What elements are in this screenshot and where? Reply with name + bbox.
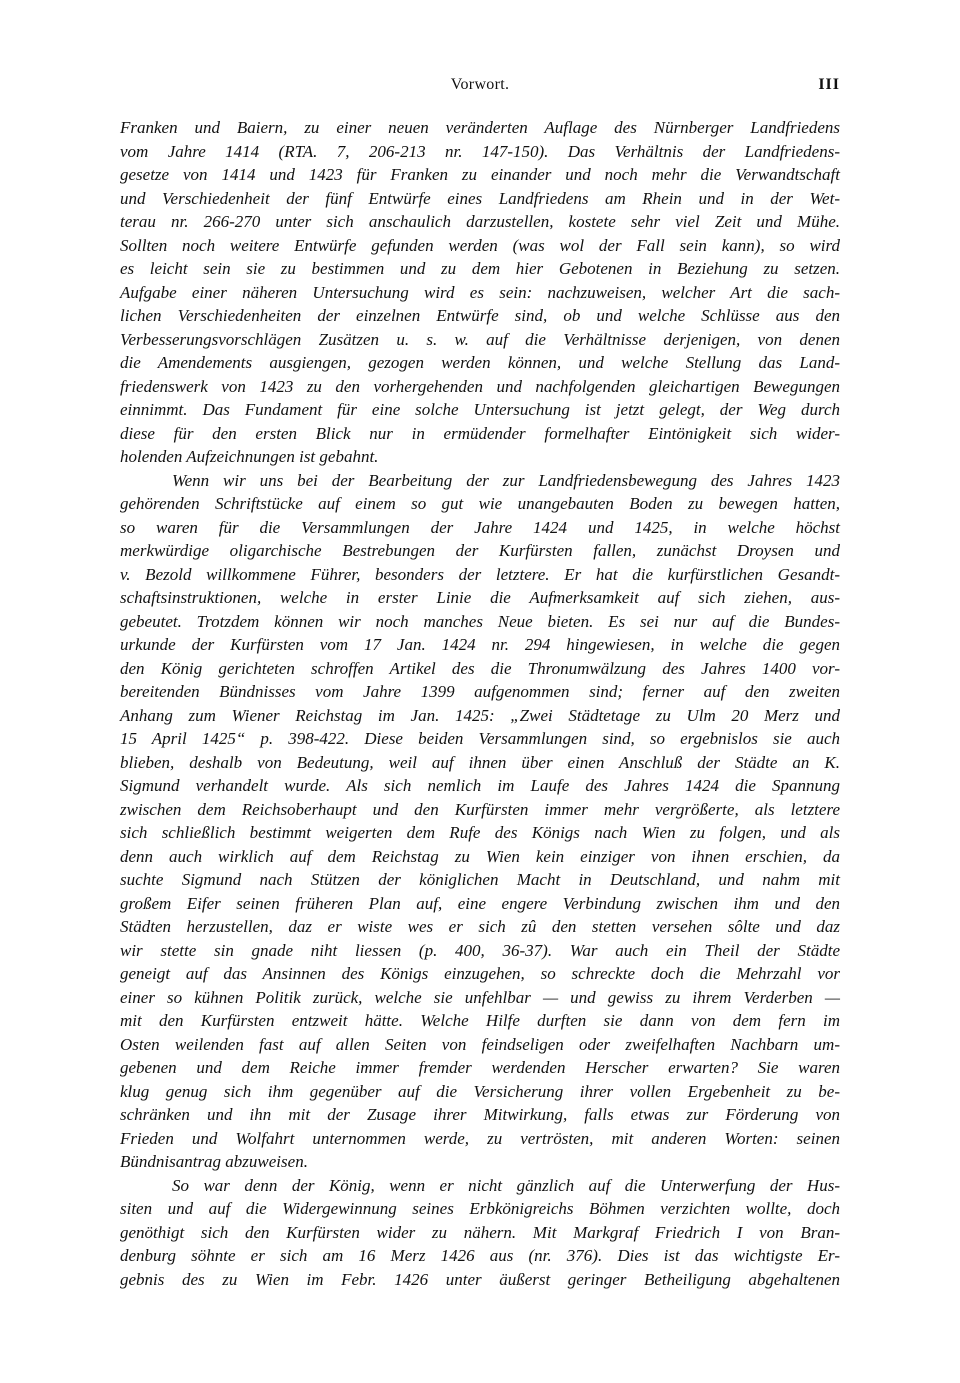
text-line: Osten weilenden fast auf allen Seiten von feindseligen oder zweifelhaften Nachbarn um- xyxy=(120,1034,840,1054)
page-number: III xyxy=(818,76,840,93)
text-line: merkwürdige oligarchische Bestrebungen der Kurfürsten fallen, zunächst Droysen und xyxy=(120,541,840,560)
text-line: urkunde der Kurfürsten vom 17 Jan. 1424 nr. 294 hingewiesen, in welche die gegen xyxy=(120,635,840,654)
text-line: v. Bezold willkommene Führer, besonders der letztere. Er hat die kurfürstlichen Gesandt- xyxy=(120,564,840,584)
text-line: Wenn wir uns bei der Bearbeitung der zur Landfriedensbewegung des Jahres 1423 xyxy=(172,470,840,490)
text-line: mit den Kurfürsten entzweit hätte. Welche Hilfe durften sie dann von dem fern im xyxy=(120,1011,840,1030)
paragraph xyxy=(120,1174,840,1292)
text-line: Städten herzustellen, daz er wiste wes er sich zû den stetten versehen sôlte und daz xyxy=(120,917,840,936)
text-line: wir stette sin gnade niht liessen (p. 400, 36-37). War auch ein Theil der Städte xyxy=(120,940,840,960)
text-line: Sollten noch weitere Entwürfe gefunden werden (was wol der Fall sein kann), so wird xyxy=(120,235,840,255)
body-text xyxy=(120,116,840,1291)
text-line: Frieden und Wolfahrt unternommen werde, zu vertrösten, mit anderen Worten: seinen xyxy=(120,1128,840,1148)
paragraph xyxy=(120,116,840,469)
text-line: suchte Sigmund nach Stützen der königlichen Macht in Deutschland, und nahm mit xyxy=(120,870,840,889)
text-line: klug genug sich ihm gegenüber auf die Versicherung ihrer vollen Ergebenheit zu be- xyxy=(120,1081,840,1101)
paragraph xyxy=(120,469,840,1174)
text-line: schaftsinstruktionen, welche in erster Linie die Aufmerksamkeit auf sich ziehen, aus- xyxy=(120,588,840,607)
text-line: siten und auf die Widergewinnung seines Erbkönigreichs Böhmen verzichten wollte, doch xyxy=(120,1199,840,1218)
text-line: gebeutet. Trotzdem können wir noch manches Neue bieten. Es sei nur auf die Bundes- xyxy=(120,611,840,631)
text-line: So war denn der König, wenn er nicht gänzlich auf die Unterwerfung der Hus- xyxy=(172,1175,840,1195)
text-line: gesetze von 1414 und 1423 für Franken zu einander und noch mehr die Verwandtschaft xyxy=(120,165,840,184)
text-line: bereitenden Bündnisses vom Jahre 1399 aufgenommen sind; ferner auf den zweiten xyxy=(120,682,840,701)
text-line: 15 April 1425“ p. 398-422. Diese beiden Versammlungen sind, so ergebnislos sie auch xyxy=(120,729,840,748)
text-line: schränken und ihn mit der Zusage ihrer Mitwirkung, falls etwas zur Förderung von xyxy=(120,1105,840,1124)
text-line: holenden Aufzeichnungen ist gebahnt. xyxy=(120,447,379,466)
text-line: die Amendements ausgiengen, gezogen werden können, und welche Stellung das Land- xyxy=(120,353,840,372)
text-line: terau nr. 266-270 unter sich anschaulich darzustellen, kostete sehr viel Zeit und Mühe. xyxy=(120,212,840,231)
running-title: Vorwort. xyxy=(450,76,510,93)
text-line: vom Jahre 1414 (RTA. 7, 206-213 nr. 147-150). Das Verhältnis der Landfriedens- xyxy=(120,141,840,161)
text-line: Verbesserungsvorschlägen Zusätzen u. s. w. auf die Verhältnisse derjenigen, von denen xyxy=(120,329,840,349)
text-line: denburg söhnte er sich am 16 Merz 1426 aus (nr. 376). Dies ist das wichtigste Er- xyxy=(120,1246,840,1265)
text-line: den König gerichteten schroffen Artikel des die Thronumwälzung des Jahres 1400 vor- xyxy=(120,658,840,678)
text-line: es leicht sein sie zu bestimmen und zu dem hier Gebotenen in Beziehung zu setzen. xyxy=(120,259,840,278)
text-line: gehörenden Schriftstücke auf einem so gut wie unangebauten Boden zu bewegen hatten, xyxy=(120,494,840,513)
text-line: und Verschiedenheit der fünf Entwürfe eines Landfriedens am Rhein und in der Wet- xyxy=(120,188,840,208)
text-line: Sigmund verhandelt wurde. Als sich nemlich im Laufe des Jahres 1424 die Spannung xyxy=(120,776,840,795)
text-line: so waren für die Versammlungen der Jahre 1424 und 1425, in welche höchst xyxy=(120,517,840,537)
text-line: zwischen dem Reichsoberhaupt und den Kurfürsten immer mehr vergrößerte, als letztere xyxy=(120,799,840,819)
text-line: einer so kühnen Politik zurück, welche sie unfehlbar — und gewiss zu ihrem Verderben — xyxy=(120,987,840,1007)
text-line: großem Eifer seinen früheren Plan auf, eine engere Verbindung zwischen ihm und den xyxy=(120,893,840,913)
text-line: gebenen und dem Reiche immer fremder werdenden Herscher erwarten? Sie waren xyxy=(120,1058,840,1077)
text-line: diese für den ersten Blick nur in ermüdender formelhafter Eintönigkeit sich wider- xyxy=(120,423,840,443)
text-line: Franken und Baiern, zu einer neuen veränderten Auflage des Nürnberger Landfriedens xyxy=(120,118,840,137)
text-line: blieben, deshalb von Bedeutung, weil auf ihnen über einen Anschluß der Städte an K. xyxy=(120,752,840,772)
text-line: einnimmt. Das Fundament für eine solche Untersuchung ist jetzt gelegt, der Weg durch xyxy=(120,400,840,419)
text-line: genöthigt sich den Kurfürsten wider zu nähern. Mit Markgraf Friedrich I von Bran- xyxy=(120,1222,840,1242)
text-line: Bündnisantrag abzuweisen. xyxy=(120,1152,308,1171)
text-line: friedenswerk von 1423 zu den vorhergehenden und nachfolgenden gleichartigen Bewegungen xyxy=(120,376,840,396)
text-line: geneigt auf das Ansinnen des Königs einzugehen, so schreckte doch die Mehrzahl vor xyxy=(120,964,840,983)
text-line: Anhang zum Wiener Reichstag im Jan. 1425: „Zwei Städtetage zu Ulm 20 Merz und xyxy=(120,705,840,725)
text-line: Aufgabe einer näheren Untersuchung wird es sein: nachzuweisen, welcher Art die sach- xyxy=(120,282,840,302)
text-line: sich schließlich bestimmt weigerten dem Rufe des Königs nach Wien zu folgen, und als xyxy=(120,823,840,842)
text-line: gebnis des zu Wien im Febr. 1426 unter äußerst geringer Betheiligung abgehaltenen xyxy=(120,1269,840,1289)
text-line: lichen Verschiedenheiten der einzelnen Entwürfe sind, ob und welche Schlüsse aus den xyxy=(120,306,840,325)
page-header xyxy=(120,76,840,100)
text-line: denn auch wirklich auf dem Reichstag zu Wien kein einziger von ihnen erschien, da xyxy=(120,846,840,866)
